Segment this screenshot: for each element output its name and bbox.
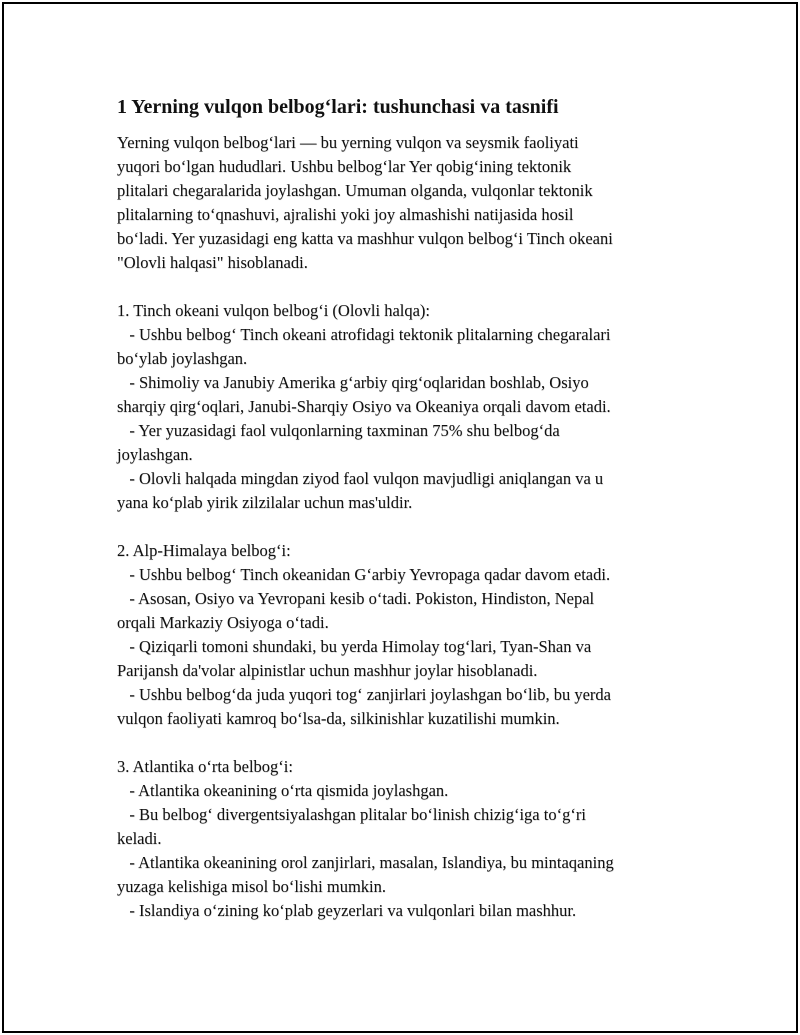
section-line: - Qiziqarli tomoni shundaki, bu yerda Himolay tog‘lari, Tyan-Shan va	[117, 637, 592, 656]
section-line: - Ushbu belbog‘ Tinch okeani atrofidagi tektonik plitalarning chegaralari	[117, 325, 611, 344]
intro-line: plitalarning to‘qnashuvi, ajralishi yoki joy almashishi natijasida hosil	[117, 205, 574, 224]
section-atlantic	[117, 755, 687, 923]
section-pacific	[117, 299, 687, 515]
intro-line: yuqori bo‘lgan hududlari. Ushbu belbog‘lar Yer qobig‘ining tektonik	[117, 157, 572, 176]
section-line: - Bu belbog‘ divergentsiyalashgan plitalar bo‘linish chizig‘iga to‘g‘ri	[117, 805, 586, 824]
paragraph-gap	[117, 515, 687, 539]
section-heading: 1. Tinch okeani vulqon belbog‘i (Olovli halqa):	[117, 301, 431, 320]
section-line: orqali Markaziy Osiyoga o‘tadi.	[117, 613, 329, 632]
paragraph-gap	[117, 731, 687, 755]
section-line: - Ushbu belbog‘da juda yuqori tog‘ zanjirlari joylashgan bo‘lib, bu yerda	[117, 685, 611, 704]
section-line: vulqon faoliyati kamroq bo‘lsa-da, silkinishlar kuzatilishi mumkin.	[117, 709, 560, 728]
paragraph-gap	[117, 275, 687, 299]
section-line: bo‘ylab joylashgan.	[117, 349, 248, 368]
section-line: - Yer yuzasidagi faol vulqonlarning taxminan 75% shu belbog‘da	[117, 421, 560, 440]
section-line: yana ko‘plab yirik zilzilalar uchun mas'uldir.	[117, 493, 413, 512]
section-heading: 3. Atlantika o‘rta belbog‘i:	[117, 757, 293, 776]
document-title: 1 Yerning vulqon belbog‘lari: tushunchasi va tasnifi	[117, 96, 559, 118]
section-line: - Shimoliy va Janubiy Amerika g‘arbiy qirg‘oqlaridan boshlab, Osiyo	[117, 373, 589, 392]
section-line: keladi.	[117, 829, 162, 848]
section-line: joylashgan.	[117, 445, 193, 464]
intro-line: plitalari chegaralarida joylashgan. Umuman olganda, vulqonlar tektonik	[117, 181, 593, 200]
section-line: - Ushbu belbog‘ Tinch okeanidan G‘arbiy Yevropaga qadar davom etadi.	[117, 565, 611, 584]
section-line: - Asosan, Osiyo va Yevropani kesib o‘tadi. Pokiston, Hindiston, Nepal	[117, 589, 595, 608]
section-line: - Islandiya o‘zining ko‘plab geyzerlari va vulqonlari bilan mashhur.	[117, 901, 577, 920]
section-alp-himalaya	[117, 539, 687, 731]
section-line: yuzaga kelishiga misol bo‘lishi mumkin.	[117, 877, 387, 896]
intro-line: bo‘ladi. Yer yuzasidagi eng katta va mashhur vulqon belbog‘i Tinch okeani	[117, 229, 613, 248]
section-line: sharqiy qirg‘oqlari, Janubi-Sharqiy Osiyo va Okeaniya orqali davom etadi.	[117, 397, 611, 416]
intro-line: Yerning vulqon belbog‘lari — bu yerning vulqon va seysmik faoliyati	[117, 133, 579, 152]
intro-line: "Olovli halqasi" hisoblanadi.	[117, 253, 308, 272]
section-line: Parijansh da'volar alpinistlar uchun mashhur joylar hisoblanadi.	[117, 661, 538, 680]
section-heading: 2. Alp-Himalaya belbog‘i:	[117, 541, 291, 560]
intro-paragraph	[117, 131, 687, 275]
section-line: - Atlantika okeanining o‘rta qismida joylashgan.	[117, 781, 449, 800]
document-text	[117, 131, 687, 923]
document-body	[117, 95, 687, 923]
section-line: - Olovli halqada mingdan ziyod faol vulqon mavjudligi aniqlangan va u	[117, 469, 604, 488]
section-line: - Atlantika okeanining orol zanjirlari, masalan, Islandiya, bu mintaqaning	[117, 853, 614, 872]
